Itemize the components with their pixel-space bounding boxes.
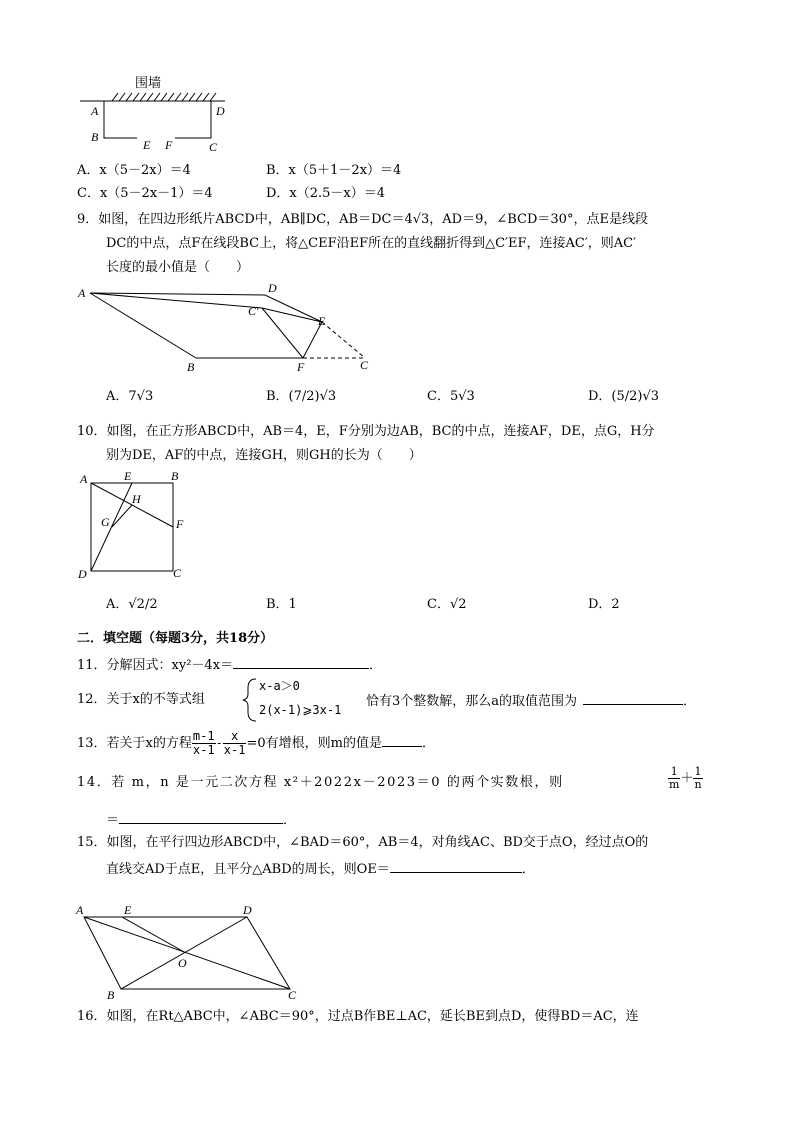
- q15-line-2-text: 直线交AD于点E，且平分△ABD的周长，则OE＝: [106, 862, 390, 877]
- q14-equals: ＝: [106, 813, 120, 828]
- fig9-label-C: C: [360, 358, 369, 372]
- fig9-label-B: B: [187, 360, 195, 374]
- fig8-label-D: D: [216, 104, 225, 118]
- fig15-label-C: C: [288, 988, 297, 1002]
- q8-option-d: D．x（2.5－x）＝4: [266, 186, 386, 201]
- q12-period: ．: [683, 694, 697, 709]
- q10-line-2: 别为DE，AF的中点，连接GH，则GH的长为（ ）: [106, 448, 422, 463]
- wall-label: 围墙: [135, 76, 162, 91]
- q9-option-d: D．(5/2)√3: [588, 389, 660, 404]
- fig8-label-B: B: [91, 130, 99, 144]
- q9-line-2: DC的中点，点F在线段BC上，将△CEF沿EF所在的直线翻折得到△C′EF，连接AC′，则AC′: [106, 236, 637, 251]
- q13-prefix: 13．若关于x的方程: [77, 736, 192, 752]
- q13-fraction-2: $\frac{x}{x-1}$: [223, 729, 246, 758]
- q10-line-1: 10．如图，在正方形ABCD中，AB＝4，E，F分别为边AB，BC的中点，连接AF，DE，点G，H分: [77, 424, 655, 439]
- fig10-label-G: G: [101, 515, 110, 529]
- fig10-label-D: D: [78, 567, 87, 581]
- q8-option-a: A．x（5－2x）＝4: [77, 163, 191, 178]
- q13-fraction-1: $\frac{m-1}{x-1}$: [192, 729, 215, 758]
- q8-option-c: C．x（5－2x－1）＝4: [77, 186, 213, 201]
- fig9-label-D: D: [268, 281, 277, 295]
- q8-option-b: B．x（5＋1－2x）＝4: [266, 163, 402, 178]
- q14-fraction-sum: $\frac{1}{m}$ ＋ $\frac{1}{n}$: [669, 765, 702, 792]
- fig8-label-F: F: [165, 138, 173, 152]
- q9-line-3: 长度的最小值是（ ）: [106, 260, 250, 275]
- fig10-label-H: H: [132, 492, 141, 506]
- q9-line-1: 9．如图，在四边形纸片ABCD中，AB∥DC，AB＝DC＝4√3，AD＝9，∠BCD＝30°，点E是线段: [77, 212, 648, 227]
- q10-option-a: A．√2/2: [106, 597, 158, 612]
- q9-option-b: B．(7/2)√3: [266, 389, 337, 404]
- fig10-label-B: B: [171, 469, 179, 483]
- q11-text: 11．分解因式：xy²－4x＝: [77, 658, 234, 673]
- q10-option-b: B．1: [266, 597, 297, 612]
- fig9-label-F: F: [297, 360, 305, 374]
- q15-line-1: 15．如图，在平行四边形ABCD中，∠BAD＝60°，AB＝4，对角线AC、BD交于点O，经过点O的: [77, 835, 649, 850]
- q15-period: ．: [521, 862, 535, 877]
- fig10-label-C: C: [173, 566, 182, 580]
- q11-period: ．: [369, 658, 383, 673]
- q12-inequality-2: 2(x-1)⩾3x-1: [259, 703, 342, 717]
- fig8-label-C: C: [209, 140, 218, 154]
- fig10-label-A: A: [80, 472, 88, 486]
- q13-period: ．: [421, 736, 435, 752]
- fig9-label-A: A: [78, 286, 86, 300]
- fig10-label-F: F: [176, 517, 184, 531]
- fig8-label-A: A: [91, 104, 99, 118]
- q14-fraction-n: $\frac{1}{n}$: [694, 765, 702, 792]
- q10-option-d: D．2: [588, 597, 620, 612]
- q12-suffix-text: 恰有3个整数解，那么a的取值范围为: [366, 694, 578, 709]
- fig9-label-E: E: [318, 314, 326, 328]
- q14-line-1: 14．若 m，n 是一元二次方程 x²＋2022x－2023＝0 的两个实数根，则: [77, 775, 564, 790]
- fig15-label-A: A: [76, 903, 84, 917]
- section-title-fill-in: 二．填空题（每题3分，共18分）: [77, 631, 274, 646]
- fig15-label-E: E: [124, 903, 132, 917]
- fig9-label-C-prime: C′: [248, 304, 259, 318]
- fig15-label-B: B: [107, 988, 115, 1002]
- q9-option-a: A．7√3: [106, 389, 154, 404]
- q14-fraction-m: $\frac{1}{m}$: [669, 765, 680, 792]
- q9-option-c: C．5√3: [427, 389, 475, 404]
- q14-period: ．: [283, 813, 297, 828]
- q10-option-c: C．√2: [427, 597, 467, 612]
- fig15-label-O: O: [178, 956, 187, 970]
- q12-prefix: 12．关于x的不等式组: [77, 692, 205, 707]
- q13: 13．若关于x的方程 $\frac{m-1}{x-1}$ - $\frac{x}{x-1}$ =0有增根，则m的值是 ．: [77, 729, 435, 758]
- fig8-label-E: E: [143, 138, 151, 152]
- fig10-label-E: E: [124, 469, 132, 483]
- q16-line-1: 16．如图，在Rt△ABC中，∠ABC＝90°，过点B作BE⊥AC，延长BE到点D，使得BD＝AC，连: [77, 1009, 639, 1024]
- q12-inequality-1: x-a＞0: [259, 679, 300, 693]
- fig15-label-D: D: [243, 903, 252, 917]
- q13-suffix: =0有增根，则m的值是: [246, 736, 382, 752]
